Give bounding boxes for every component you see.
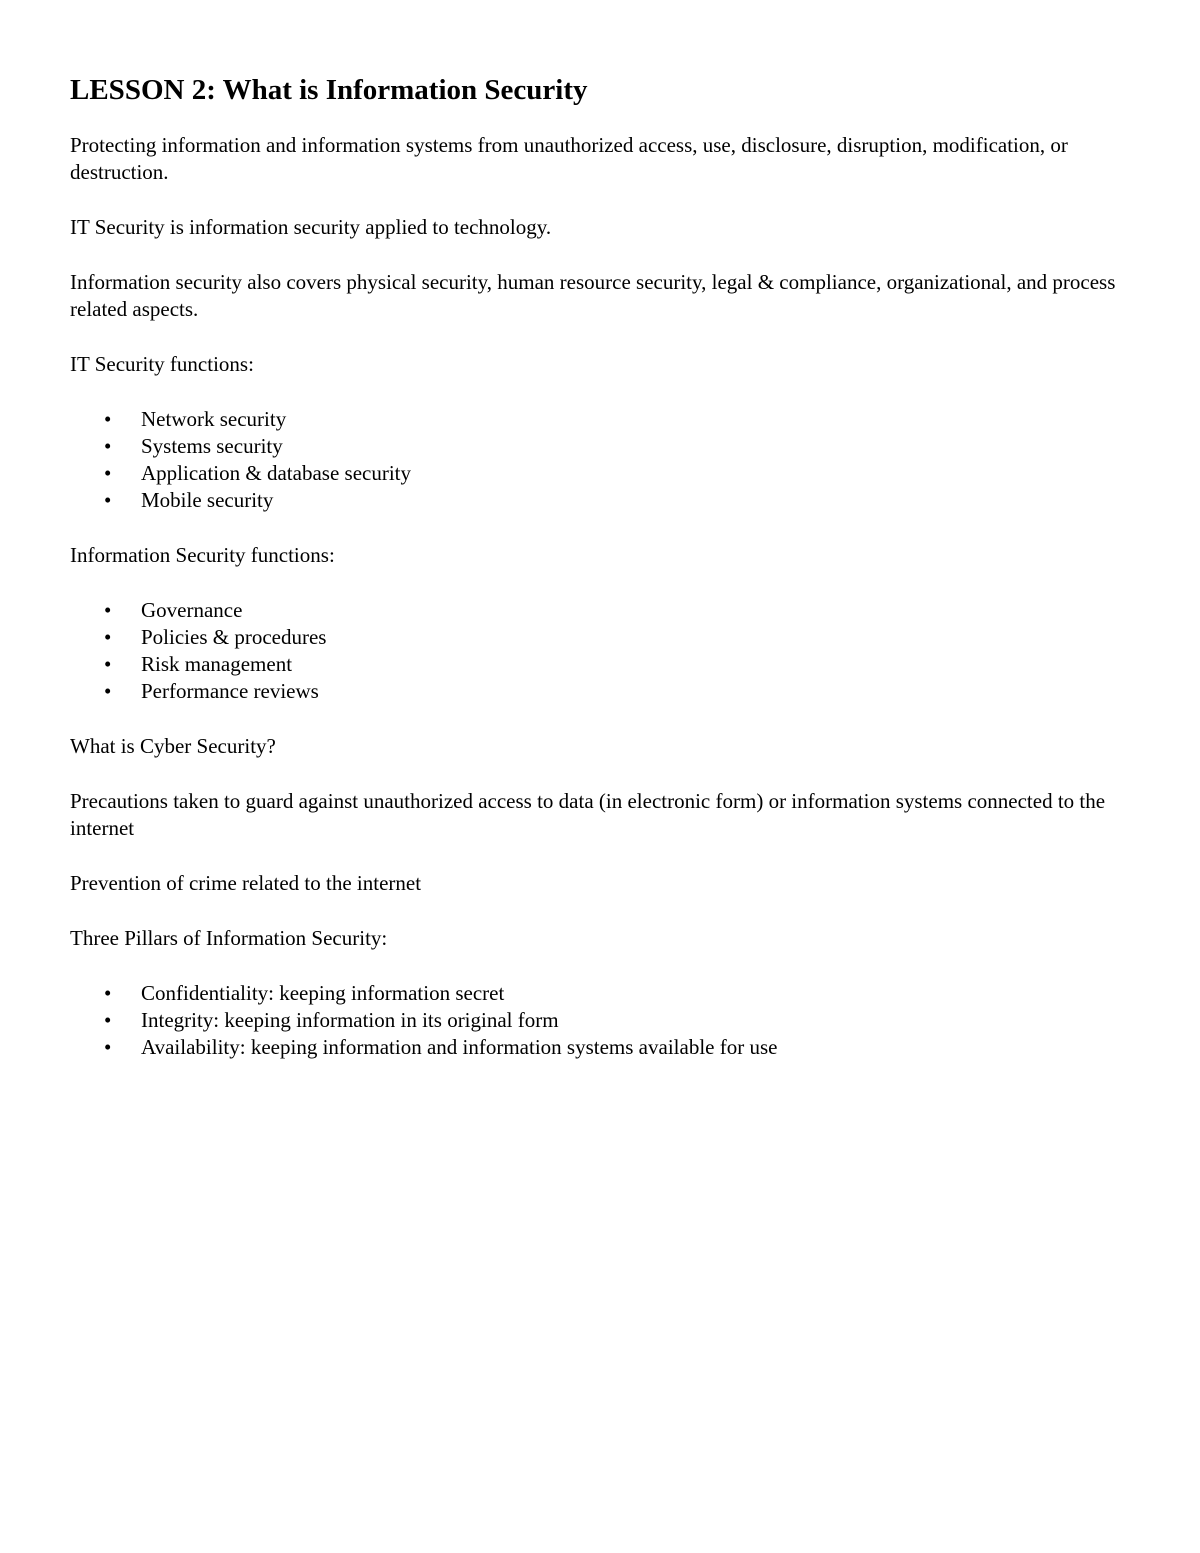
- list-item-text: Policies & procedures: [141, 625, 327, 649]
- bullet-icon: •: [104, 407, 112, 431]
- cyber-crime-paragraph: Prevention of crime related to the internet: [70, 871, 422, 895]
- list-item-text: Confidentiality: keeping information secret: [141, 981, 505, 1005]
- pillars-heading: Three Pillars of Information Security:: [70, 926, 388, 950]
- bullet-icon: •: [104, 461, 112, 485]
- list-item: [70, 460, 1140, 487]
- bullet-icon: •: [104, 625, 112, 649]
- bullet-icon: •: [104, 488, 112, 512]
- it-functions-heading: IT Security functions:: [70, 352, 254, 376]
- list-item-text: Network security: [141, 407, 287, 431]
- list-item-text: Integrity: keeping information in its original form: [141, 1008, 559, 1032]
- cyber-definition-paragraph: Precautions taken to guard against unauthorized access to data (in electronic form) or information systems connected to the internet: [70, 789, 1106, 840]
- bullet-icon: •: [104, 981, 112, 1005]
- list-item: [70, 1034, 1140, 1061]
- bullet-icon: •: [104, 679, 112, 703]
- list-item: [70, 651, 1140, 678]
- list-item-text: Performance reviews: [141, 679, 319, 703]
- document-page: [70, 68, 1140, 1089]
- list-item-text: Mobile security: [141, 488, 274, 512]
- list-item: [70, 406, 1140, 433]
- list-item: [70, 980, 1140, 1007]
- cyber-security-heading: What is Cyber Security?: [70, 734, 276, 758]
- infosec-functions-heading: Information Security functions:: [70, 543, 335, 567]
- list-item: [70, 1007, 1140, 1034]
- list-item-text: Application & database security: [141, 461, 411, 485]
- list-item: [70, 433, 1140, 460]
- pillars-list: [70, 980, 1140, 1061]
- list-item-text: Governance: [141, 598, 243, 622]
- it-security-paragraph: IT Security is information security applied to technology.: [70, 215, 552, 239]
- bullet-icon: •: [104, 434, 112, 458]
- list-item-text: Systems security: [141, 434, 283, 458]
- bullet-icon: •: [104, 1035, 112, 1059]
- list-item: [70, 624, 1140, 651]
- list-item: [70, 678, 1140, 705]
- page-title: LESSON 2: What is Information Security: [70, 74, 588, 106]
- bullet-icon: •: [104, 652, 112, 676]
- infosec-functions-list: [70, 597, 1140, 705]
- list-item-text: Availability: keeping information and information systems available for use: [141, 1035, 778, 1059]
- it-functions-list: [70, 406, 1140, 514]
- bullet-icon: •: [104, 598, 112, 622]
- bullet-icon: •: [104, 1008, 112, 1032]
- coverage-paragraph: Information security also covers physical security, human resource security, legal & compliance, organizational, and process related aspects.: [70, 270, 1116, 321]
- list-item: [70, 487, 1140, 514]
- definition-paragraph: Protecting information and information systems from unauthorized access, use, disclosure, disruption, modification, or destruction.: [70, 133, 1068, 184]
- list-item: [70, 597, 1140, 624]
- list-item-text: Risk management: [141, 652, 293, 676]
